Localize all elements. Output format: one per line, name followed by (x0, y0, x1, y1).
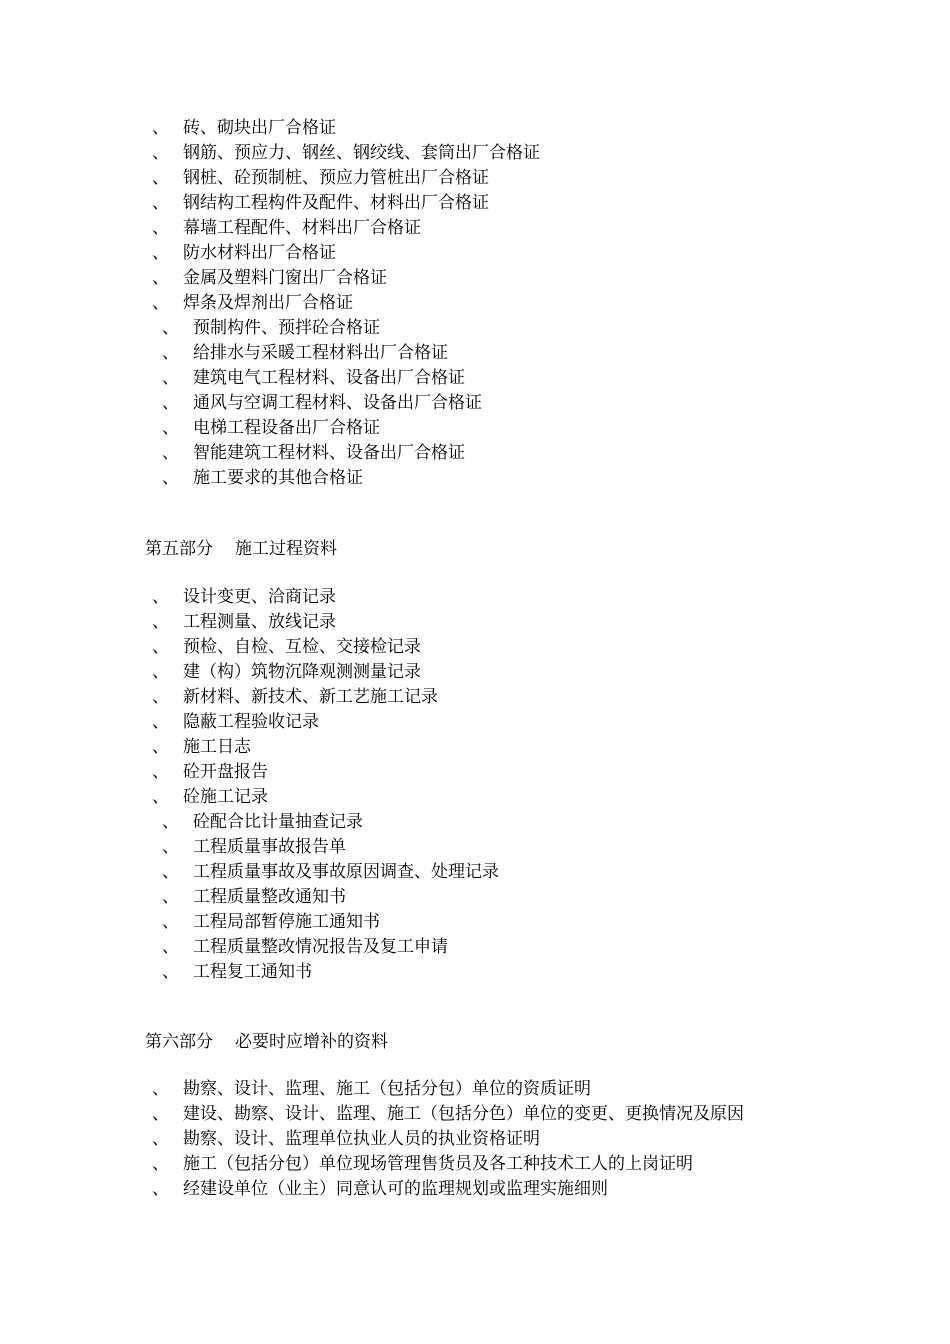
list-item-text: 建筑电气工程材料、设备出厂合格证 (193, 368, 465, 388)
part4-list (0, 116, 950, 491)
list-bullet: 、 (152, 1079, 169, 1099)
list-item-text: 勘察、设计、监理单位执业人员的执业资格证明 (183, 1129, 540, 1149)
section-label: 第五部分 (145, 539, 213, 559)
list-bullet: 、 (152, 168, 169, 188)
list-bullet: 、 (152, 612, 169, 632)
list-bullet: 、 (162, 393, 179, 413)
list-item (0, 241, 950, 266)
list-item (0, 1102, 950, 1127)
list-item-text: 勘察、设计、监理、施工（包括分包）单位的资质证明 (183, 1079, 591, 1099)
list-bullet: 、 (162, 418, 179, 438)
list-bullet: 、 (152, 1179, 169, 1199)
list-item (0, 416, 950, 441)
list-bullet: 、 (162, 318, 179, 338)
list-item (0, 960, 950, 985)
list-item-text: 施工（包括分包）单位现场管理售货员及各工种技术工人的上岗证明 (183, 1154, 693, 1174)
list-item (0, 935, 950, 960)
list-bullet: 、 (152, 1154, 169, 1174)
list-bullet: 、 (152, 1104, 169, 1124)
list-item (0, 1177, 950, 1202)
list-bullet: 、 (152, 687, 169, 707)
list-item (0, 1152, 950, 1177)
list-bullet: 、 (152, 662, 169, 682)
list-bullet: 、 (152, 712, 169, 732)
list-item (0, 1127, 950, 1152)
list-bullet: 、 (162, 962, 179, 982)
list-item (0, 685, 950, 710)
list-bullet: 、 (162, 887, 179, 907)
list-bullet: 、 (162, 912, 179, 932)
list-item (0, 710, 950, 735)
list-bullet: 、 (152, 243, 169, 263)
list-item (0, 341, 950, 366)
list-bullet: 、 (152, 268, 169, 288)
list-item-text: 砼施工记录 (183, 787, 268, 807)
list-item (0, 291, 950, 316)
list-item (0, 810, 950, 835)
list-item (0, 116, 950, 141)
list-item-text: 金属及塑料门窗出厂合格证 (183, 268, 387, 288)
list-item (0, 1077, 950, 1102)
list-item (0, 266, 950, 291)
list-item-text: 智能建筑工程材料、设备出厂合格证 (193, 443, 465, 463)
list-item (0, 466, 950, 491)
list-item-text: 砼开盘报告 (183, 762, 268, 782)
list-item (0, 635, 950, 660)
list-bullet: 、 (152, 143, 169, 163)
list-item-text: 建（构）筑物沉降观测测量记录 (183, 662, 421, 682)
list-bullet: 、 (152, 118, 169, 138)
list-bullet: 、 (152, 218, 169, 238)
list-item (0, 660, 950, 685)
list-item-text: 钢结构工程构件及配件、材料出厂合格证 (183, 193, 489, 213)
list-item-text: 工程质量整改情况报告及复工申请 (193, 937, 448, 957)
list-bullet: 、 (152, 1129, 169, 1149)
list-item-text: 砼配合比计量抽查记录 (193, 812, 363, 832)
list-item-text: 焊条及焊剂出厂合格证 (183, 293, 353, 313)
list-item-text: 砖、砌块出厂合格证 (183, 118, 336, 138)
list-item (0, 910, 950, 935)
list-item (0, 166, 950, 191)
list-bullet: 、 (152, 587, 169, 607)
section-label: 第六部分 (145, 1032, 213, 1052)
list-item-text: 工程质量事故报告单 (193, 837, 346, 857)
list-item (0, 885, 950, 910)
list-item-text: 新材料、新技术、新工艺施工记录 (183, 687, 438, 707)
list-bullet: 、 (162, 812, 179, 832)
list-bullet: 、 (162, 862, 179, 882)
list-item (0, 760, 950, 785)
list-item-text: 设计变更、洽商记录 (183, 587, 336, 607)
list-bullet: 、 (162, 837, 179, 857)
list-bullet: 、 (162, 368, 179, 388)
list-bullet: 、 (162, 468, 179, 488)
list-item-text: 经建设单位（业主）同意认可的监理规划或监理实施细则 (183, 1179, 608, 1199)
list-item-text: 电梯工程设备出厂合格证 (193, 418, 380, 438)
list-item-text: 钢筋、预应力、钢丝、钢绞线、套筒出厂合格证 (183, 143, 540, 163)
list-bullet: 、 (162, 343, 179, 363)
list-item-text: 防水材料出厂合格证 (183, 243, 336, 263)
list-bullet: 、 (152, 637, 169, 657)
list-bullet: 、 (152, 293, 169, 313)
list-item (0, 216, 950, 241)
list-item (0, 835, 950, 860)
list-item (0, 785, 950, 810)
list-item (0, 391, 950, 416)
list-item-text: 工程局部暂停施工通知书 (193, 912, 380, 932)
list-item (0, 191, 950, 216)
list-item-text: 钢桩、砼预制桩、预应力管桩出厂合格证 (183, 168, 489, 188)
list-item-text: 幕墙工程配件、材料出厂合格证 (183, 218, 421, 238)
list-item-text: 预制构件、预拌砼合格证 (193, 318, 380, 338)
section-heading-part6 (145, 1030, 388, 1055)
list-item-text: 通风与空调工程材料、设备出厂合格证 (193, 393, 482, 413)
list-item-text: 施工日志 (183, 737, 251, 757)
part5-list (0, 585, 950, 985)
list-bullet: 、 (162, 937, 179, 957)
list-item (0, 860, 950, 885)
part6-list (0, 1077, 950, 1202)
list-item-text: 工程复工通知书 (193, 962, 312, 982)
list-item (0, 141, 950, 166)
list-bullet: 、 (152, 193, 169, 213)
list-item (0, 366, 950, 391)
list-bullet: 、 (152, 737, 169, 757)
list-item-text: 工程质量整改通知书 (193, 887, 346, 907)
list-item (0, 585, 950, 610)
list-item (0, 316, 950, 341)
list-item-text: 施工要求的其他合格证 (193, 468, 363, 488)
list-item-text: 隐蔽工程验收记录 (183, 712, 319, 732)
list-bullet: 、 (162, 443, 179, 463)
list-bullet: 、 (152, 762, 169, 782)
list-item (0, 610, 950, 635)
section-title: 施工过程资料 (235, 539, 337, 559)
list-item-text: 工程测量、放线记录 (183, 612, 336, 632)
list-item-text: 建设、勘察、设计、监理、施工（包括分色）单位的变更、更换情况及原因 (183, 1104, 744, 1124)
section-title: 必要时应增补的资料 (235, 1032, 388, 1052)
list-item-text: 工程质量事故及事故原因调查、处理记录 (193, 862, 499, 882)
list-item-text: 预检、自检、互检、交接检记录 (183, 637, 421, 657)
list-item-text: 给排水与采暖工程材料出厂合格证 (193, 343, 448, 363)
section-heading-part5 (145, 537, 337, 562)
list-item (0, 441, 950, 466)
list-item (0, 735, 950, 760)
list-bullet: 、 (152, 787, 169, 807)
